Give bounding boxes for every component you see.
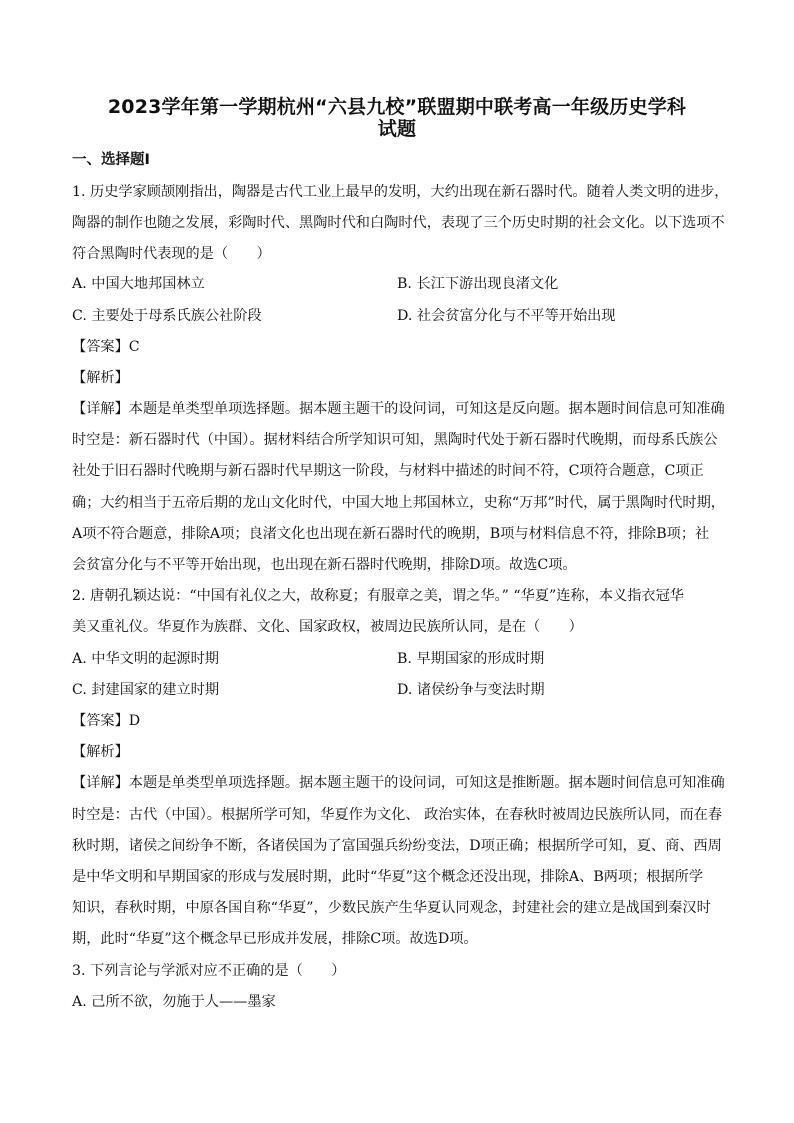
q2-stem-line-2: 美又重礼仪。华夏作为族群、文化、国家政权，被周边民族所认同，是在（ ） [72, 619, 583, 635]
q1-detail-line-3: 社处于旧石器时代晚期与新石器时代早期这一阶段，与材料中描述的时间不符，C项符合题意，C项正 [72, 463, 704, 479]
q2-detail-line-4: 是中华文明和早期国家的形成与发展时期，此时“华夏”这个概念还没出现，排除A、B两项；根据所学 [72, 869, 704, 885]
q1-option-b: B. 长江下游出现良渚文化 [397, 276, 559, 292]
q1-stem-line-1: 1. 历史学家顾颉刚指出，陶器是古代工业上最早的发明，大约出现在新石器时代。随着人类文明的进步， [72, 184, 729, 200]
q1-answer: 【答案】C [72, 339, 140, 355]
q2-option-d: D. 诸侯纷争与变法时期 [397, 682, 545, 698]
q2-detail-line-6: 期，此时“华夏”这个概念早已形成并发展，排除C项。故选D项。 [72, 931, 478, 947]
section-heading: 一、选择题Ⅰ [72, 152, 150, 168]
q2-stem-line-1: 2. 唐朝孔颖达说：“中国有礼仪之大，故称夏；有服章之美，谓之华。” “华夏”连称，本义指衣冠华 [72, 588, 684, 604]
q2-detail-line-2: 时空是：古代（中国）。根据所学可知，华夏作为文化、 政治实体，在春秋时被周边民族所认同，而在春 [72, 807, 723, 823]
q1-detail-line-4: 确；大约相当于五帝后期的龙山文化时代，中国大地上邦国林立，史称“万邦”时代，属于黑陶时代时期， [72, 495, 725, 511]
q1-option-d: D. 社会贫富分化与不平等开始出现 [397, 308, 616, 324]
q1-detail-line-5: A项不符合题意，排除A项；良渚文化也出现在新石器时代的晚期，B项与材料信息不符，排除B项；社 [72, 526, 710, 542]
q2-detail-line-1: 【详解】本题是单类型单项选择题。据本题主题干的设问词，可知这是推断题。据本题时间信息可知准确 [72, 775, 725, 791]
q2-option-c: C. 封建国家的建立时期 [72, 682, 220, 698]
q3-option-a: A. 己所不欲，勿施于人——墨家 [72, 994, 276, 1010]
q2-option-a: A. 中华文明的起源时期 [72, 651, 219, 667]
q1-stem-line-3: 符合黑陶时代表现的是（ ） [72, 246, 271, 262]
q1-detail-line-1: 【详解】本题是单类型单项选择题。据本题主题干的设问词，可知这是反向题。据本题时间信息可知准确 [72, 401, 725, 417]
document-title-line2: 试题 [377, 118, 417, 140]
q1-stem-line-2: 陶器的制作也随之发展，彩陶时代、黑陶时代和白陶时代，表现了三个历史时期的社会文化。以下选项不 [72, 215, 725, 231]
q1-detail-line-6: 会贫富分化与不平等开始出现，也出现在新石器时代晚期，排除D项。故选C项。 [72, 557, 577, 573]
q2-detail-line-3: 秋时期，诸侯之间纷争不断，各诸侯国为了富国强兵纷纷变法，D项正确；根据所学可知，夏、商、西周 [72, 838, 722, 854]
q1-option-c: C. 主要处于母系氏族公社阶段 [72, 308, 262, 324]
q2-option-b: B. 早期国家的形成时期 [397, 651, 545, 667]
q2-answer: 【答案】D [72, 713, 141, 729]
q1-detail-line-2: 时空是：新石器时代（中国）。据材料结合所学知识可知，黑陶时代处于新石器时代晚期，而母系氏族公 [72, 432, 718, 448]
document-title-line1: 2023学年第一学期杭州“六县九校”联盟期中联考高一年级历史学科 [107, 96, 687, 118]
q2-detail-line-5: 知识，春秋时期，中原各国自称“华夏”，少数民族产生华夏认同观念，封建社会的建立是战国到秦汉时 [72, 900, 711, 916]
q3-stem: 3. 下列言论与学派对应不正确的是（ ） [72, 963, 346, 979]
q2-analysis-label: 【解析】 [72, 744, 129, 760]
q1-option-a: A. 中国大地邦国林立 [72, 276, 205, 292]
q1-analysis-label: 【解析】 [72, 370, 129, 386]
